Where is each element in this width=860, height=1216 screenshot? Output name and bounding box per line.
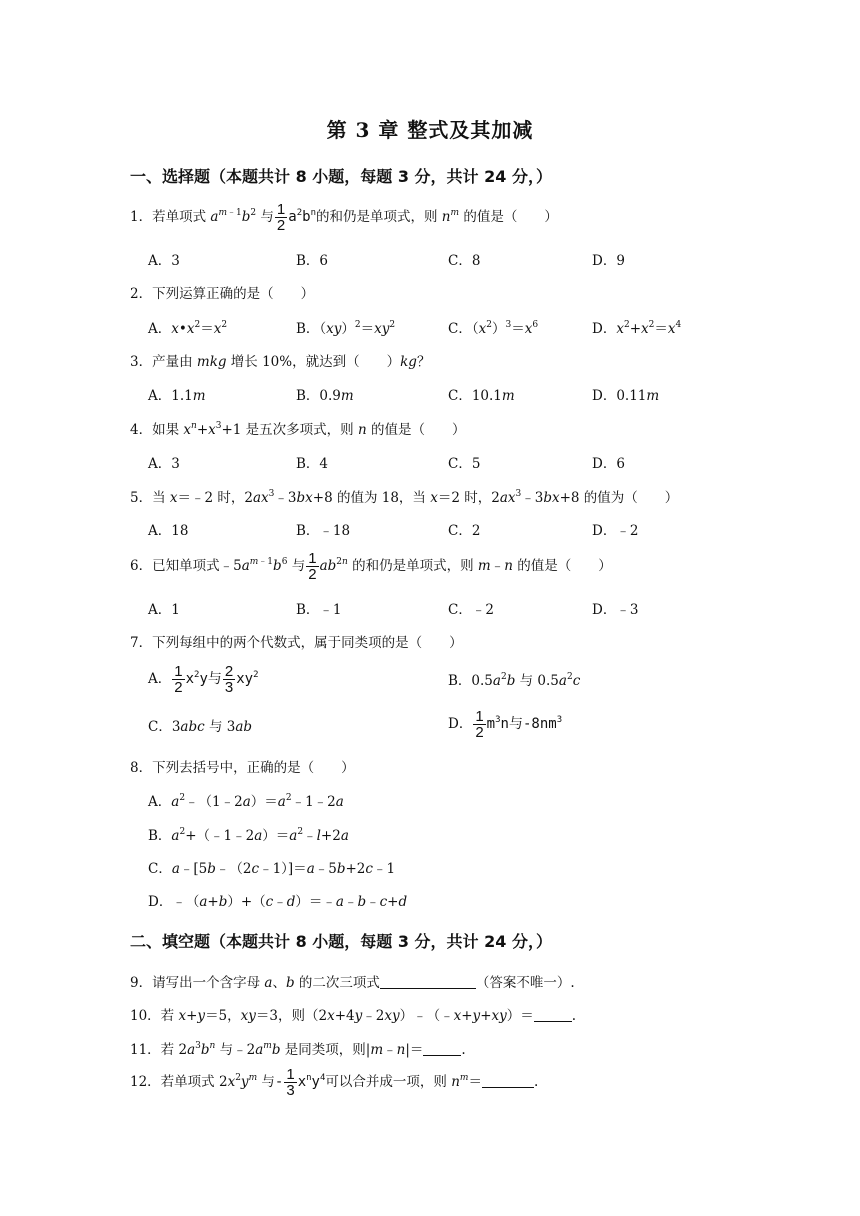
option-c[interactable]: C．2 <box>448 523 481 539</box>
option-d[interactable]: D．﹣（a+b）+（c﹣d）＝﹣a﹣b﹣c+d <box>148 894 408 910</box>
option-d[interactable]: D．﹣2 <box>592 523 639 539</box>
option-d[interactable]: D． $\frac{1}{2}$ $m^3n$与$-8nm^3$ <box>448 708 563 741</box>
question-11: 11．若 $2a^3b^n$ 与$﹣2a^mb$ 是同类项，则|m﹣n|＝ . <box>130 1041 466 1058</box>
option-a[interactable]: A．1 <box>148 602 180 618</box>
option-c[interactable]: C．a﹣[5b﹣（2c﹣1）]＝a﹣5b+2c﹣1 <box>148 861 396 877</box>
option-d[interactable]: D．﹣3 <box>592 602 639 618</box>
question-1: 1．若单项式 $a^{m﹣1}b^2$ 与 $\frac{1}{2}$ $a^2b^n$的和仍是单项式，则 $n^m$ 的值是（ ） <box>130 201 558 234</box>
answer-blank[interactable] <box>534 1021 572 1022</box>
option-b[interactable]: B．$(xy)^2=xy^2$ <box>296 320 396 337</box>
question-9: 9．请写出一个含字母 a、b 的二次三项式 （答案不唯一）. <box>130 975 575 991</box>
option-d[interactable]: D．9 <box>592 253 625 269</box>
option-a[interactable]: A． $\frac{1}{2}$ $x^2y$与 $\frac{2}{3}$ $xy^2$ <box>148 663 259 696</box>
section-heading-fill: 二、填空题（本题共计 8 小题，每题 3 分，共计 24 分，） <box>130 932 552 951</box>
option-c[interactable]: C．5 <box>448 456 481 472</box>
option-a[interactable]: A．$a^2﹣(1﹣2a)=a^2﹣1﹣2a$ <box>148 793 344 810</box>
section-heading-choice: 一、选择题（本题共计 8 小题，每题 3 分，共计 24 分，） <box>130 167 552 186</box>
option-d[interactable]: D．0.11m <box>592 388 660 404</box>
option-a[interactable]: A．$x•x^2=x^2$ <box>148 320 228 337</box>
question-7: 7．下列每组中的两个代数式，属于同类项的是（ ） <box>130 635 463 651</box>
option-c[interactable]: C．$(x^2)^3=x^6$ <box>448 320 539 337</box>
answer-blank[interactable] <box>380 988 476 989</box>
option-b[interactable]: B．$a^2+(﹣1﹣2a)=a^2﹣l+2a$ <box>148 827 349 844</box>
option-b[interactable]: B．6 <box>296 253 329 269</box>
option-a[interactable]: A．18 <box>148 523 189 539</box>
question-4: 4．如果 $x^n+x^3+1$ 是五次多项式，则 n 的值是（ ） <box>130 421 466 438</box>
option-d[interactable]: D．6 <box>592 456 625 472</box>
question-5: 5．当 x＝﹣2 时，$2ax^3﹣3bx+8$ 的值为 18，当 x＝2 时，$2ax^3﹣3bx+8$ 的值为（ ） <box>130 489 679 506</box>
option-a[interactable]: A．3 <box>148 456 180 472</box>
option-b[interactable]: B．4 <box>296 456 329 472</box>
option-b[interactable]: B．$0.5a^2b$ 与 $0.5a^2c$ <box>448 672 581 689</box>
question-10: 10．若 x+y＝5，xy＝3，则（2x+4y﹣2xy）﹣（﹣x+y+xy）＝ . <box>130 1008 577 1024</box>
option-a[interactable]: A．3 <box>148 253 180 269</box>
option-c[interactable]: C．10.1m <box>448 388 515 404</box>
option-b[interactable]: B．﹣18 <box>296 523 351 539</box>
option-c[interactable]: C．3abc 与 3ab <box>148 719 253 735</box>
option-d[interactable]: D．$x^2+x^2=x^4$ <box>592 320 682 337</box>
question-2: 2．下列运算正确的是（ ） <box>130 286 315 302</box>
answer-blank[interactable] <box>482 1087 534 1088</box>
option-c[interactable]: C．﹣2 <box>448 602 494 618</box>
question-6: 6．已知单项式$﹣5a^{m﹣1}b^6$ 与 $\frac{1}{2}$ $ab^{2n}$ 的和仍是单项式，则 m﹣n 的值是（ ） <box>130 550 612 583</box>
page-title: 第 3 章 整式及其加减 <box>326 118 534 142</box>
question-12: 12．若单项式 $2x^2y^m$ 与- $\frac{1}{3}$ $x^ny^4$可以合并成一项，则 $n^m=$ . <box>130 1066 539 1099</box>
option-a[interactable]: A．1.1m <box>148 388 206 404</box>
option-c[interactable]: C．8 <box>448 253 481 269</box>
option-b[interactable]: B．﹣1 <box>296 602 342 618</box>
question-8: 8．下列去括号中，正确的是（ ） <box>130 760 355 776</box>
answer-blank[interactable] <box>423 1055 461 1056</box>
question-3: 3．产量由 mkg 增长 10%，就达到（ ）kg？ <box>130 354 431 370</box>
option-b[interactable]: B．0.9m <box>296 388 354 404</box>
